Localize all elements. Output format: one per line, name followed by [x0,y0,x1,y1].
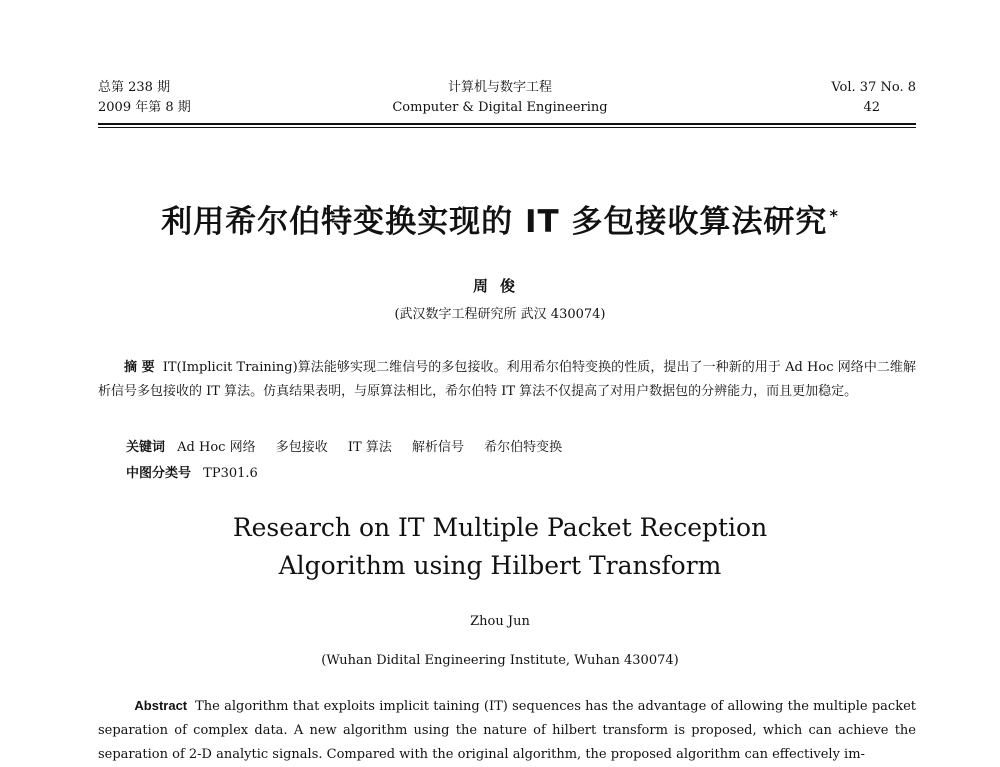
abstract-en-label: Abstract [134,698,188,713]
volume-number: Vol. 37 No. 8 [831,80,916,95]
paper-title-cn-text: 利用希尔伯特变换实现的 IT 多包接收算法研究 [161,204,828,240]
issue-year-number: 2009 年第 8 期 [98,100,191,115]
keyword: IT 算法 [347,440,392,455]
paper-title-en-line2: Algorithm using Hilbert Transform [278,551,722,580]
paper-title-cn [0,196,1000,241]
header-rule-thick [98,123,916,125]
abstract-en [98,694,916,767]
classification-cn-label: 中图分类号 [126,466,192,481]
abstract-en-text: The algorithm that exploits implicit taining (IT) sequences has the advantage of allowing the multiple packet separation of complex data. A new algorithm using the nature of hilbert transform is proposed, which can achieve the separation of 2-D analytic signals. Compared with the original algorithm, the proposed algorithm can effectively im- [98,699,916,762]
classification-cn [126,462,258,481]
keyword: 解析信号 [411,440,464,455]
classification-cn-value: TP301.6 [203,466,258,481]
abstract-cn-label: 摘 要 [124,360,155,375]
issue-total-number: 总第 238 期 [98,80,171,95]
volume-info [831,78,916,118]
abstract-cn-text: IT(Implicit Training)算法能够实现二维信号的多包接收。利用希尔伯特变换的性质，提出了一种新的用于 Ad Hoc 网络中二维解析信号多包接收的 IT 算法。仿真结果表明，与原算法相比，希尔伯特 IT 算法不仅提高了对用户数据包的分辨能力，而且更加稳定。 [98,360,916,399]
keyword: 多包接收 [275,440,328,455]
paper-title-en [0,509,1000,585]
author-cn: 周俊 [472,277,527,295]
affiliation-en: (Wuhan Didital Engineering Institute, Wuhan 430074) [321,653,679,668]
header-rule-thin [98,127,916,128]
keyword: 希尔伯特变换 [484,440,563,455]
keyword: Ad Hoc 网络 [177,440,256,455]
journal-name [300,78,700,118]
paper-title-en-line1: Research on IT Multiple Packet Reception [232,513,768,542]
footnote-mark: * [829,205,839,225]
journal-issue-info [98,78,191,118]
keywords-cn [126,436,578,455]
keywords-cn-label: 关键词 [126,440,166,455]
affiliation-cn: (武汉数字工程研究所 武汉 430074) [394,307,606,322]
abstract-cn [98,356,916,404]
author-en: Zhou Jun [470,614,530,629]
page-number: 42 [863,100,880,115]
journal-name-cn: 计算机与数字工程 [447,80,552,95]
journal-name-en: Computer & Digital Engineering [392,100,608,115]
